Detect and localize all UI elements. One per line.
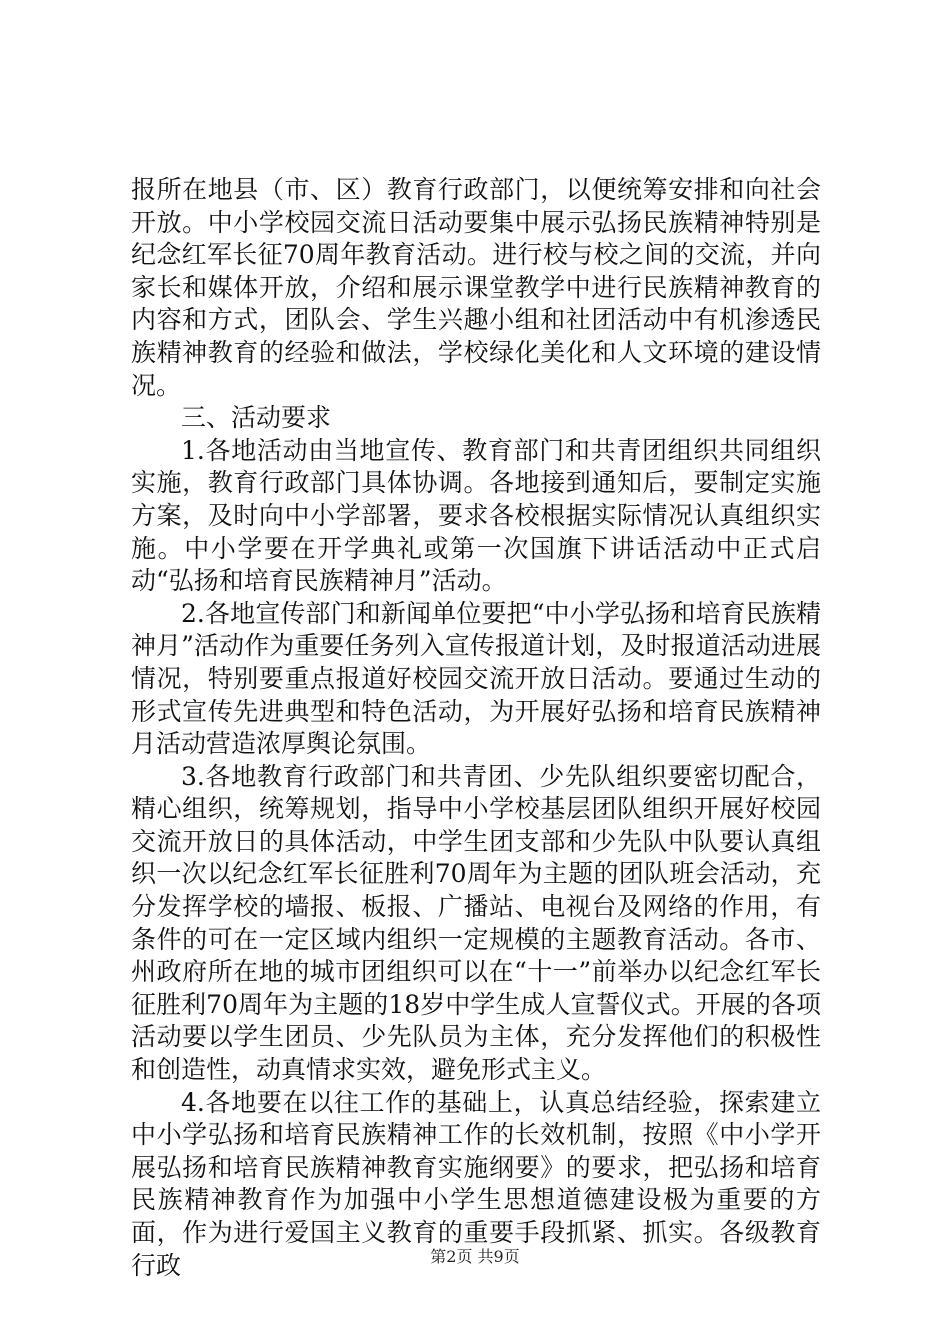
document-body [131, 174, 821, 1282]
page-footer: 第2页 共9页 [430, 1247, 520, 1266]
paragraph-item-1: 1.各地活动由当地宣传、教育部门和共青团组织共同组织实施，教育行政部门具体协调。各地接到通知后，要制定实施方案，及时向中小学部署，要求各校根据实际情况认真组织实施。中小学要在开学典礼或第一次国旗下讲话活动中正式启动“弘扬和培育民族精神月”活动。 [131, 435, 821, 596]
paragraph-intro: 报所在地县（市、区）教育行政部门，以便统筹安排和向社会开放。中小学校园交流日活动要集中展示弘扬民族精神特别是纪念红军长征70周年教育活动。进行校与校之间的交流，并向家长和媒体开放，介绍和展示课堂教学中进行民族精神教育的内容和方式，团队会、学生兴趣小组和社团活动中有机渗透民族精神教育的经验和做法，学校绿化美化和人文环境的建设情况。 [131, 175, 821, 400]
paragraph-item-2: 2.各地宣传部门和新闻单位要把“中小学弘扬和培育民族精神月”活动作为重要任务列入宣传报道计划，及时报道活动进展情况，特别要重点报道好校园交流开放日活动。要通过生动的形式宣传先进典型和特色活动，为开展好弘扬和培育民族精神月活动营造浓厚舆论氛围。 [131, 598, 821, 759]
paragraph-item-3: 3.各地教育行政部门和共青团、少先队组织要密切配合，精心组织，统筹规划，指导中小学校基层团队组织开展好校园交流开放日的具体活动，中学生团支部和少先队中队要认真组织一次以纪念红军长征胜利70周年为主题的团队班会活动，充分发挥学校的墙报、板报、广播站、电视台及网络的作用，有条件的可在一定区域内组织一定规模的主题教育活动。各市、州政府所在地的城市团组织可以在“十一”前举办以纪念红军长征胜利70周年为主题的18岁中学生成人宣誓仪式。开展的各项活动要以学生团员、少先队员为主体，充分发挥他们的积极性和创造性，动真情求实效，避免形式主义。 [131, 761, 821, 1085]
paragraph-item-4: 4.各地要在以往工作的基础上，认真总结经验，探索建立中小学弘扬和培育民族精神工作的长效机制，按照《中小学开展弘扬和培育民族精神教育实施纲要》的要求，把弘扬和培育民族精神教育作为加强中小学生思想道德建设极为重要的方面，作为进行爱国主义教育的重要手段抓紧、抓实。各级教育行政 [131, 1087, 821, 1280]
section-heading: 三、活动要求 [181, 403, 332, 433]
